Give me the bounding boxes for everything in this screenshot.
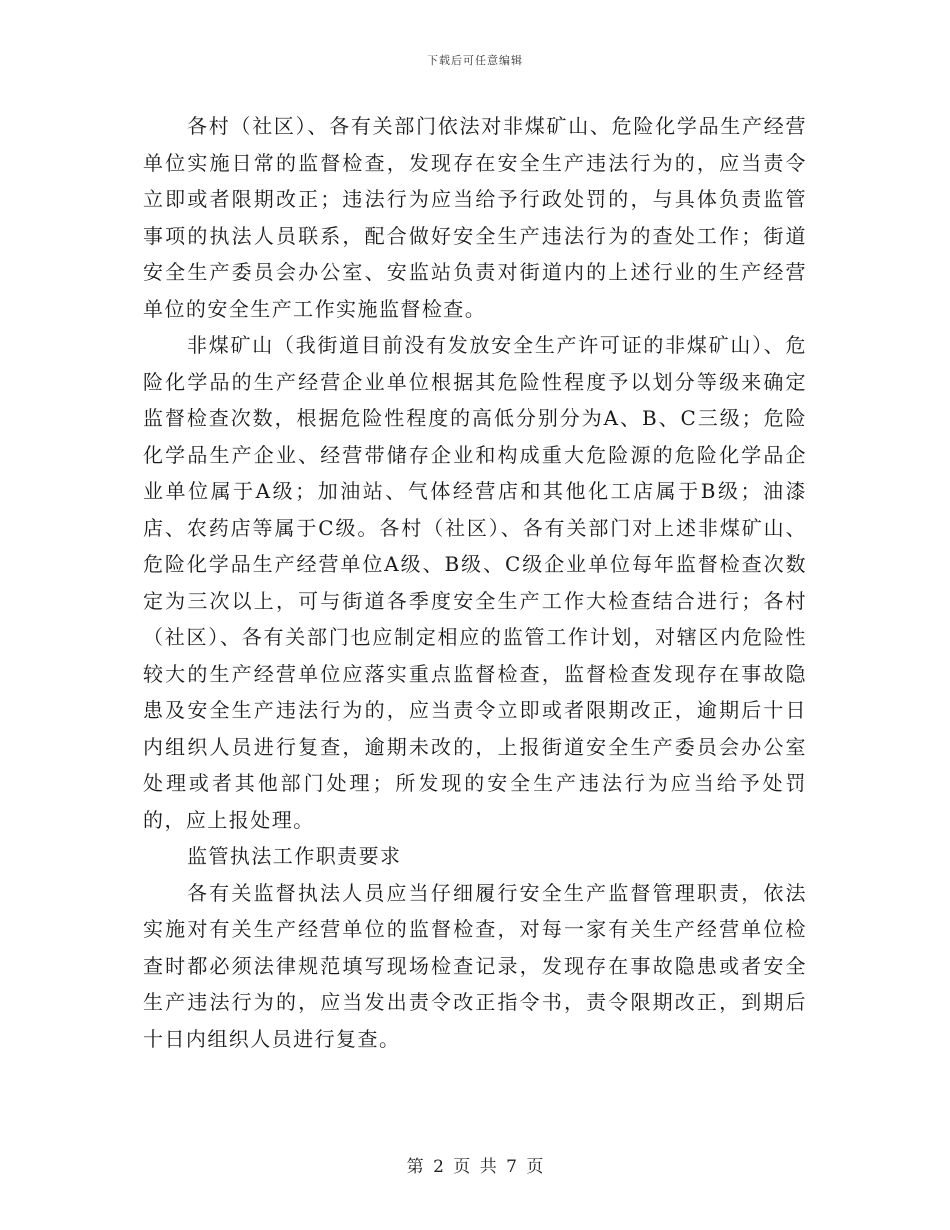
page-header: 下载后可任意编辑 [427, 54, 523, 67]
page-number-footer: 第 2 页 共 7 页 [406, 1157, 544, 1177]
section-heading-duty-requirements: 监管执法工作职责要求 [187, 844, 402, 868]
paragraph-risk-grading: 非煤矿山（我街道目前没有发放安全生产许可证的非煤矿山）、危险化学品的生产经营企业单位根据其危险性程度予以划分等级来确定监督检查次数，根据危险性程度的高低分别分为A、B、C三级；危险化学品生产企业、经营带储存企业和构成重大危险源的危险化学品企业单位属于A级；加油站、气体经营店和其他化工店属于B级；油漆店、农药店等属于C级。各村（社区）、各有关部门对上述非煤矿山、危险化学品生产经营单位A级、B级、C级企业单位每年监督检查次数定为三次以上，可与街道各季度安全生产工作大检查结合进行；各村（社区）、各有关部门也应制定相应的监管工作计划，对辖区内危险性较大的生产经营单位应落实重点监督检查，监督检查发现存在事故隐患及安全生产违法行为的，应当责令立即或者限期改正，逾期后十日内组织人员进行复查，逾期未改的，上报街道安全生产委员会办公室处理或者其他部门处理；所发现的安全生产违法行为应当给予处罚的，应上报处理。 [143, 333, 807, 832]
paragraph-inspector-duties: 各有关监督执法人员应当仔细履行安全生产监督管理职责，依法实施对有关生产经营单位的监督检查，对每一家有关生产经营单位检查时都必须法律规范填写现场检查记录，发现存在事故隐患或者安全生产违法行为的，应当发出责令改正指令书，责令限期改正，到期后十日内组织人员进行复查。 [143, 880, 807, 1051]
document-body [143, 108, 807, 1057]
paragraph-daily-supervision: 各村（社区）、各有关部门依法对非煤矿山、危险化学品生产经营单位实施日常的监督检查，发现存在安全生产违法行为的，应当责令立即或者限期改正；违法行为应当给予行政处罚的，与具体负责监管事项的执法人员联系，配合做好安全生产违法行为的查处工作；街道安全生产委员会办公室、安监站负责对街道内的上述行业的生产经营单位的安全生产工作实施监督检查。 [143, 114, 807, 321]
